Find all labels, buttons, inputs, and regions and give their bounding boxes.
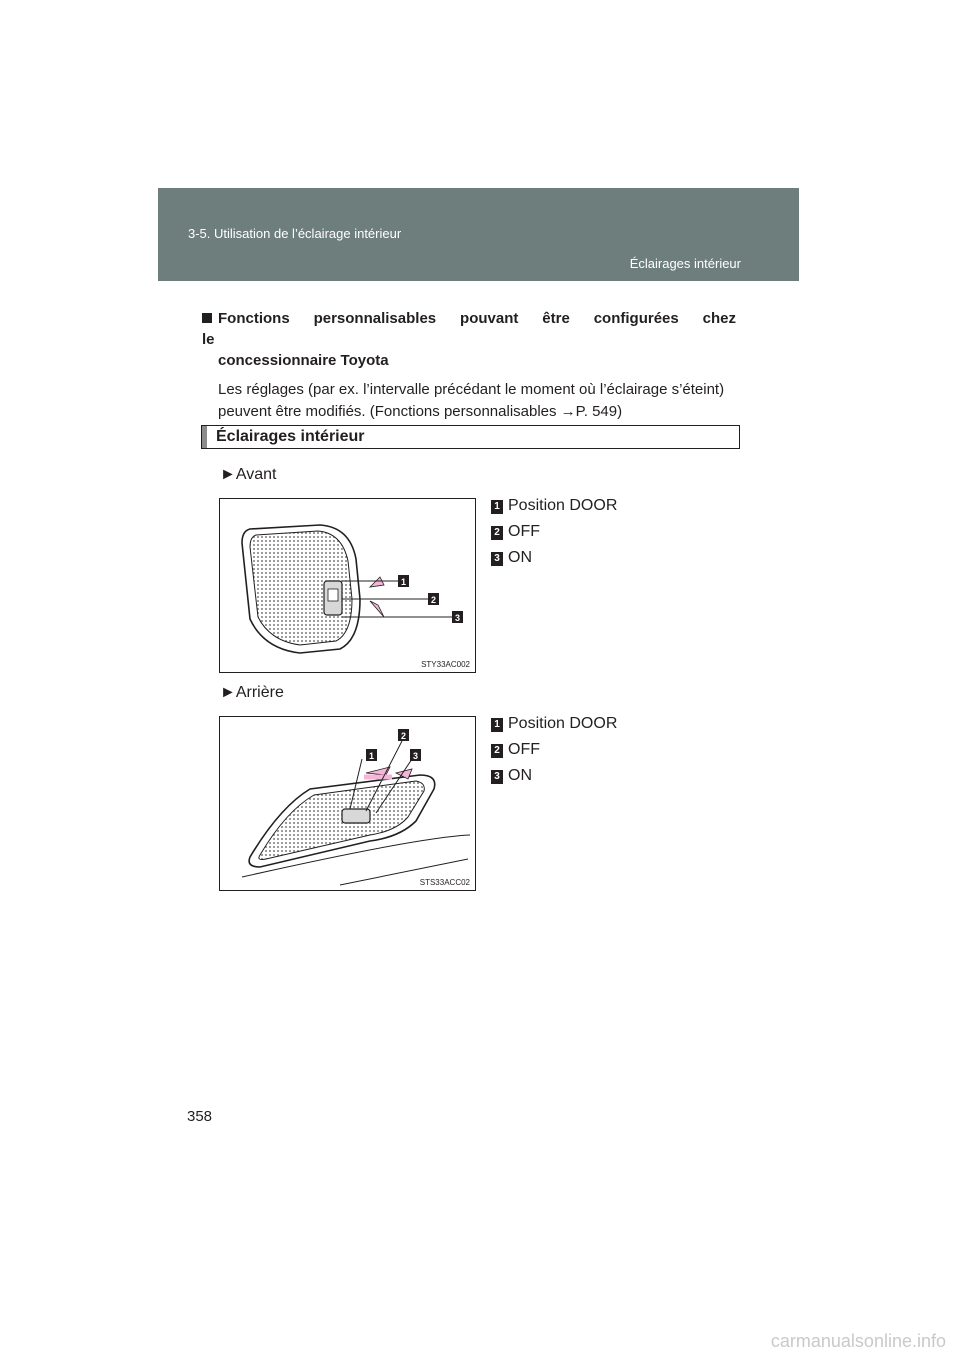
custom-functions-text: Les réglages (par ex. l’intervalle précédant le moment où l’éclairage s’éteint) peuvent être modifiés. (Fonctions personnalisables →P. 549) <box>218 381 725 420</box>
square-bullet-icon <box>202 313 212 323</box>
chapter-label: Éclairages intérieur <box>629 256 741 271</box>
legend-item <box>491 494 731 520</box>
legend-label: ON <box>508 767 532 784</box>
svg-text:1: 1 <box>368 751 375 761</box>
number-marker: 3 <box>491 552 503 566</box>
number-marker: 2 <box>491 526 503 540</box>
rear-heading: ►Arrière <box>220 684 284 701</box>
rear-lamp-illustration <box>220 717 475 890</box>
svg-text:2: 2 <box>430 595 437 605</box>
legend-label: ON <box>508 549 532 566</box>
svg-text:1: 1 <box>400 577 407 587</box>
front-lamp-illustration <box>220 499 475 672</box>
section-title-bar <box>201 425 740 449</box>
legend-label: OFF <box>508 741 540 758</box>
figure-code: STY33AC002 <box>421 660 470 669</box>
legend-item <box>491 546 731 572</box>
figure-code: STS33ACC02 <box>419 878 470 887</box>
number-marker: 3 <box>491 770 503 784</box>
number-marker: 1 <box>491 718 503 732</box>
front-lamp-figure <box>219 498 476 673</box>
legend-item <box>491 520 731 546</box>
legend-item <box>491 764 731 790</box>
number-marker: 2 <box>491 744 503 758</box>
legend-item <box>491 738 731 764</box>
svg-text:2: 2 <box>400 731 407 741</box>
section-title: Éclairages intérieur <box>216 428 365 445</box>
legend-label: OFF <box>508 523 540 540</box>
section-label: 3-5. Utilisation de l’éclairage intérieur <box>188 226 402 241</box>
legend-label: Position DOOR <box>508 715 618 732</box>
custom-functions-block <box>202 308 736 423</box>
page-number: 358 <box>187 1108 213 1125</box>
svg-text:3: 3 <box>454 613 461 623</box>
front-legend <box>491 494 731 572</box>
legend-label: Position DOOR <box>508 497 618 514</box>
rear-legend <box>491 712 731 790</box>
page-header <box>158 188 799 281</box>
legend-item <box>491 712 731 738</box>
front-heading: ►Avant <box>220 466 277 483</box>
watermark: carmanualsonline.info <box>770 1331 946 1351</box>
svg-text:3: 3 <box>412 751 419 761</box>
title-marker <box>202 426 207 448</box>
number-marker: 1 <box>491 500 503 514</box>
custom-functions-title: Fonctions personnalisables pouvant être configurées chez le concessionnaire Toyota <box>202 310 736 369</box>
rear-lamp-figure <box>219 716 476 891</box>
